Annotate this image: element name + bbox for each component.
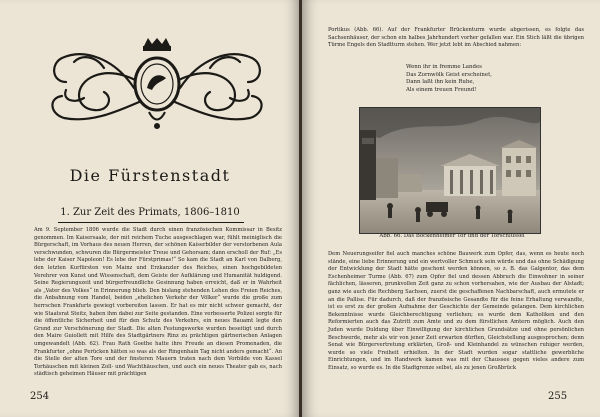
- bockenheimer-tor-engraving: [359, 107, 541, 234]
- right-body-bottom-paragraph: Dem Neuerungseifer fiel auch manches schöne Bauwerk zum Opfer, das, wenn es heute noch stände, eine liebe Erinnerung und ein wertvoller Schmuck sein würde und das ohne Schädigung der Entwicklung der Stadt hätte geschont werden können, so z. B. das Galgentor, das dem Eschenheimer Turme (Abb. 67) zum Opfer fiel und dessen Abbruch die Einwohner in seiner fächlichen, lässeren, prunkvollen Zeit ganz zu schon vorhersahen, wie der Ausbau der Alstadt; ganz wie auch die Rechberg Sachsen, zuerst die geschaffenen Nachbarschaft, auch ermutete er an die Pallise. Für dadurch, daß der französische Gesandte für die feine Erhaltung verwandte, ist es erst zu der großen Aufnahme der Geschichte der Gemeinde gelangen. Dem kirchlichen Bekenntnisse wurde Gleichberechtigung verliehen; es wurde dem Katholiken und den Reformierten auch das Zutritt zum Amte und zu dem fürstlichen Amtern möglich. Auch den Juden wurde Duldung über Einwilligung der kirchlichen Grundsätze und ohne persönlichen Beschwerde, mehr als wir von jener Zeit erwarten dürften, Gleichstellung ausgesprochen; denn Senat wie Bürgervertretung erklärten, Groß- und Kleinhandel zu wünschen ruhiger werden, wurde so viele Freiheit erhielten. In der Stadt wurden sogar stattliche gewerbliche Einrichtungen, und im Handwerk kamen was mit der Chaussee gegen vieles andere zum Einsatz, so wurde es. In die Stadtgrenze selbst, als zu jenen Großbrück: [328, 251, 584, 371]
- verse-line: Wenn ihr in fremme Landes: [406, 64, 482, 70]
- section-heading: 1. Zur Zeit des Primats, 1806–1810: [60, 207, 240, 218]
- image-caption: Abb. 66. Das Bockenheimer Tor und der Torschlüssel: [379, 233, 525, 239]
- verse-line: Als einem treuen Freund!: [406, 86, 477, 93]
- ornamental-vignette: [44, 38, 270, 134]
- left-body-text: [34, 227, 282, 379]
- verse-block: [406, 64, 492, 94]
- heading-divider: [58, 222, 244, 223]
- verse-line: Dann laßt ihn kein Ruhe,: [406, 79, 475, 86]
- page-number-right: 255: [548, 391, 568, 402]
- right-body-top: [328, 27, 584, 50]
- right-body-top-paragraph: Portikus (Abb. 66). Auf der Frankfurter Brückenturm wurde abgerissen, es folgte das Sachsenhäuser, der schon ein halbes Jahrhundert vorher gefallen war. Ein Stich läßt die übrigen Türme Engels den Stadtturm stehen. Wer jetzt lebt im Abschied nahmen:: [328, 27, 584, 49]
- right-body-bottom: [328, 251, 584, 373]
- chapter-title: Die Fürstenstadt: [69, 166, 231, 185]
- left-body-paragraph: Am 9. September 1806 wurde die Stadt durch einen französischen Kommissar in Besitz genommen. Im Kaisersaale, der mit reichem Tuche ausgeschlagen war, fühlt meiniglisch die Bürgerschaft, im Vorhaus des neuen Herren, der schönen Kaiserbilder der verstorbenen Aula verschwunden, schwuren die Bürgermeister Treue und Gehorsam; dann erscholl der Ruf: „Es lebe der Kaiser Napoleon! Es lebe der Fürstprimas!“ So kam die Stadt an Karl von Dalberg, den letzten Kurfürsten von Mainz und Erzkanzler des Reiches, einen hochgebildeten Verehrer von Kunst und Wissenschaft, dem Geiste der Aufklärung und Humanität huldigend. Seine Regierungszeit und bürgerfreundliche Gesinnung haben erreicht, daß er in Wahrheit als „Vater des Volkes“ in Erinnerung blieb. Den bislang stehenden Lehen des Freien Reiches, die Anbahnung vom Handel, beiden „ehelichen Verkehr der Völker“ wurde die große zum herrschen Frankfurts gewiegt vorbereiten lassen. Er hat es mir nicht schwer gemacht, der wie Staatsrat Steitz, haben ihm dabei zur Seite gestanden. Eine verbesserte Polizei sorgte für die öffentliche Sicherheit und für den Schutz des Verkehrs, ein neues Bauamt legte den Grund zur Verschönerung der Stadt. Die alten Festungswerke wurden beseitigt und durch den Maire Guiollett mit Hilfe des Stadtgärtners Rinz zu prächtigen gärtnerischen Anlagen umgewandelt (Abb. 62). Frau Rath Goethe hatte ihre Freude an diesen Promenaden, die Frankfurter „ohne Perücken hätten so was als der Ringenhain Tag nicht anders gemacht“. An die Stelle der alten Tore und der finsteren Mauern traten nach dem Vorbilde von Kassel Torhäuschen mit kleinen Zoll- und Wachthäuschen, und auch ein neues Theater gab es, nach städtisch geheimen Häuser mit prächtigen: [34, 227, 282, 378]
- page-number-left: 254: [30, 391, 50, 402]
- verse-line: Das Zornwölk Geist erscheinet,: [406, 71, 492, 78]
